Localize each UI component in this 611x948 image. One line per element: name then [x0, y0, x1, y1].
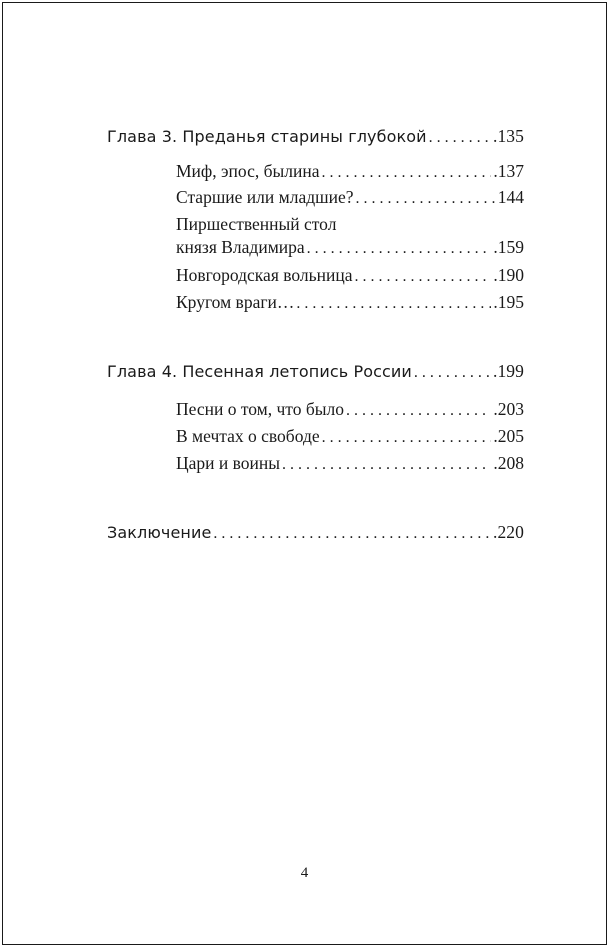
- dot-leader: [307, 240, 492, 258]
- toc-conclusion: [107, 522, 524, 543]
- dot-leader: [213, 525, 491, 543]
- toc-entry: [176, 237, 524, 258]
- toc-entry: [176, 453, 524, 474]
- toc-page-number: .190: [493, 265, 524, 285]
- dot-leader: [354, 268, 491, 286]
- toc-page-number: .159: [493, 237, 524, 257]
- toc-page-number: .137: [493, 161, 524, 181]
- toc-chapter-3: [107, 126, 524, 147]
- toc-page-number: .199: [492, 361, 524, 381]
- toc-chapter-4: [107, 361, 524, 382]
- toc-chapter-title: Глава 4. Песенная летопись России: [107, 362, 412, 381]
- dot-leader: [322, 164, 492, 182]
- toc-entry: [176, 187, 524, 208]
- toc-page-number: .208: [493, 453, 524, 473]
- toc-entry-title: В мечтах о свободе: [176, 426, 320, 446]
- toc-entry: [176, 399, 524, 420]
- toc-entry-line: [176, 214, 336, 235]
- toc-entry-title: Миф, эпос, былина: [176, 161, 320, 181]
- dot-leader: [282, 456, 491, 474]
- dot-leader: [356, 190, 496, 208]
- toc-chapter-title: Заключение: [107, 523, 212, 542]
- toc-entry-title: Старшие или младшие?: [176, 187, 354, 207]
- dot-leader: [346, 402, 491, 420]
- page-number: 4: [300, 865, 309, 881]
- toc-page-number: .195: [493, 292, 524, 312]
- toc-entry-title: Новгородская вольница: [176, 265, 353, 285]
- dot-leader: [429, 129, 491, 147]
- dot-leader: [322, 429, 492, 447]
- toc-entry-title: Песни о том, что было: [176, 399, 344, 419]
- dot-leader: [296, 295, 491, 313]
- toc-entry: [176, 292, 524, 313]
- book-page: [2, 2, 607, 945]
- toc-entry-title: князя Владимира: [176, 237, 305, 257]
- toc-entry: [176, 426, 524, 447]
- toc-page-number: 144: [497, 187, 524, 207]
- toc-entry-title: Кругом враги…: [176, 292, 295, 312]
- toc-entry-title-line1: Пиршественный стол: [176, 214, 337, 234]
- toc-page-number: .220: [492, 522, 524, 542]
- toc-entry: [176, 265, 524, 286]
- toc-chapter-title: Глава 3. Преданья старины глубокой: [107, 127, 427, 146]
- dot-leader: [414, 364, 491, 382]
- toc-page-number: .135: [492, 126, 524, 146]
- toc-entry: [176, 161, 524, 182]
- toc-page-number: .203: [493, 399, 524, 419]
- toc-page-number: .205: [493, 426, 524, 446]
- toc-entry-title: Цари и воины: [176, 453, 281, 473]
